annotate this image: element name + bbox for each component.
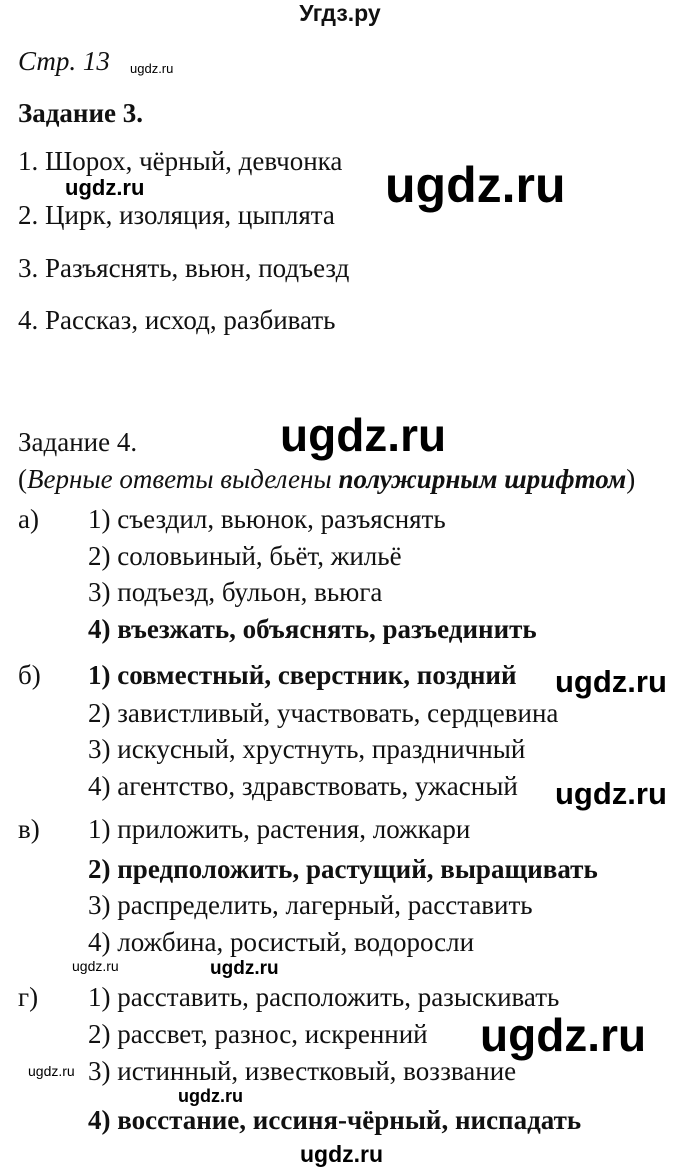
task4-title: Задание 4. [18,427,138,457]
group-label: б) [18,660,41,690]
answer-option: 3) подъезд, бульон, вьюга [88,577,383,607]
watermark: ugdz.ru [555,776,667,811]
answer-option-correct: 2) предположить, растущий, выращивать [88,854,598,884]
answer-option-correct: 4) восстание, иссиня-чёрный, ниспадать [88,1105,582,1135]
answer-option: 2) соловьиный, бьёт, жильё [88,541,402,571]
note-close: ) [626,464,636,494]
note-open: ( [18,464,27,494]
watermark: ugdz.ru [72,958,119,974]
watermark: ugdz.ru [555,664,667,699]
answer-option: 1) съездил, вьюнок, разъяснять [88,504,446,534]
task3-line: 4. Рассказ, исход, разбивать [18,305,336,335]
note-italic: Верные ответы выделены [27,464,339,494]
watermark: ugdz.ru [130,61,174,76]
task3-line: 2. Цирк, изоляция, цыплята [18,200,335,230]
answer-option-correct: 1) совместный, сверстник, поздний [88,660,517,690]
watermark: ugdz.ru [280,409,447,461]
watermark: ugdz.ru [385,157,566,213]
page-reference: Стр. 13 [18,46,110,76]
site-header: Угдз.ру [299,0,381,26]
watermark: ugdz.ru [28,1063,75,1079]
task3-line: 1. Шорох, чёрный, девчонка [18,146,343,176]
watermark: ugdz.ru [178,1086,243,1106]
task3-title: Задание 3. [18,98,144,128]
watermark: ugdz.ru [210,958,279,979]
answer-option: 4) агентство, здравствовать, ужасный [88,771,518,801]
answer-option: 3) истинный, известковый, воззвание [88,1056,517,1086]
answer-option: 3) искусный, хрустнуть, праздничный [88,734,526,764]
task3-line: 3. Разъяснять, вьюн, подъезд [18,253,350,283]
task4-note [18,466,635,493]
group-label: в) [18,814,40,844]
answer-option-correct: 4) въезжать, объяснять, разъединить [88,614,537,644]
watermark: ugdz.ru [480,1009,647,1061]
watermark: ugdz.ru [65,175,145,200]
answer-option: 3) распределить, лагерный, расставить [88,890,533,920]
note-bold: полужирным шрифтом [338,464,627,494]
answer-option: 1) расставить, расположить, разыскивать [88,982,560,1012]
group-label: г) [18,982,39,1012]
group-label: а) [18,504,39,534]
answer-option: 2) завистливый, участвовать, сердцевина [88,698,559,728]
answer-option: 4) ложбина, росистый, водоросли [88,927,475,957]
watermark: ugdz.ru [300,1141,384,1167]
answer-option: 1) приложить, растения, ложкари [88,814,471,844]
answer-option: 2) рассвет, разнос, искренний [88,1019,428,1049]
